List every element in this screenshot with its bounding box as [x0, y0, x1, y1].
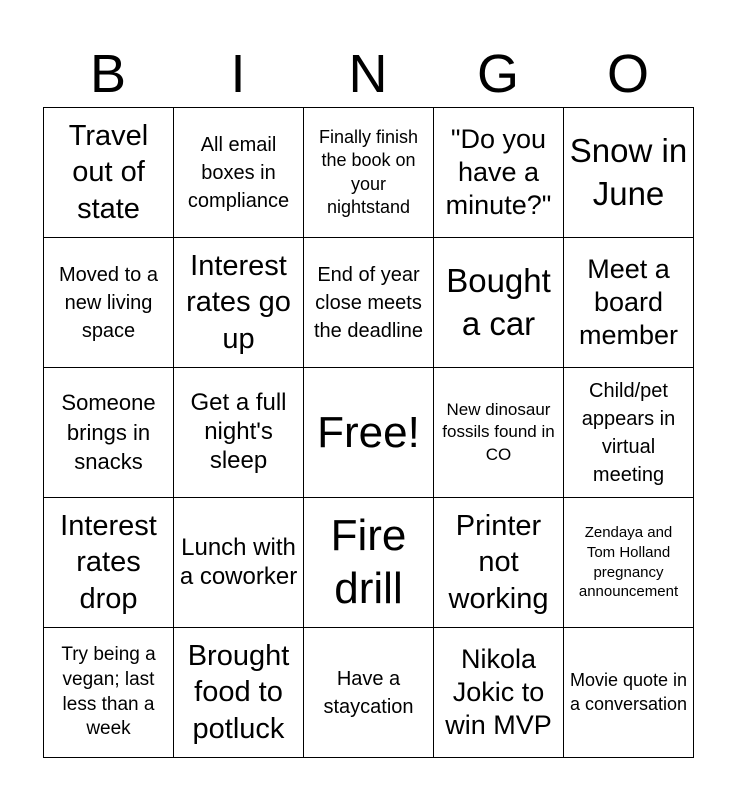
- bingo-cell-r1-c5[interactable]: Snow in June: [564, 108, 694, 238]
- header-letter-i: I: [230, 44, 246, 104]
- bingo-cell-r1-c3[interactable]: Finally finish the book on your nightstand: [304, 108, 434, 238]
- bingo-cell-r1-c1[interactable]: Travel out of state: [44, 108, 174, 238]
- bingo-cell-r2-c5[interactable]: Meet a board member: [564, 238, 694, 368]
- bingo-cell-r4-c4[interactable]: Printer not working: [434, 498, 564, 628]
- bingo-cell-r2-c3[interactable]: End of year close meets the deadline: [304, 238, 434, 368]
- header-letter-o: O: [606, 44, 649, 104]
- bingo-cell-r3-c4[interactable]: New dinosaur fossils found in CO: [434, 368, 564, 498]
- bingo-cell-r5-c2[interactable]: Brought food to potluck: [174, 628, 304, 758]
- bingo-cell-r3-c1[interactable]: Someone brings in snacks: [44, 368, 174, 498]
- bingo-cell-r5-c5[interactable]: Movie quote in a conversation: [564, 628, 694, 758]
- bingo-cell-r1-c2[interactable]: All email boxes in compliance: [174, 108, 304, 238]
- bingo-cell-r2-c2[interactable]: Interest rates go up: [174, 238, 304, 368]
- bingo-cell-r2-c4[interactable]: Bought a car: [434, 238, 564, 368]
- header-letter-n: N: [348, 44, 388, 104]
- bingo-free-space[interactable]: Free!: [304, 368, 434, 498]
- bingo-cell-r5-c4[interactable]: Nikola Jokic to win MVP: [434, 628, 564, 758]
- bingo-cell-r4-c3[interactable]: Fire drill: [304, 498, 434, 628]
- bingo-cell-r5-c3[interactable]: Have a staycation: [304, 628, 434, 758]
- header-letter-b: B: [89, 44, 127, 104]
- bingo-board: [43, 107, 694, 758]
- bingo-cell-r3-c5[interactable]: Child/pet appears in virtual meeting: [564, 368, 694, 498]
- bingo-cell-r2-c1[interactable]: Moved to a new living space: [44, 238, 174, 368]
- bingo-cell-r4-c1[interactable]: Interest rates drop: [44, 498, 174, 628]
- bingo-cell-r4-c5[interactable]: Zendaya and Tom Holland pregnancy announcement: [564, 498, 694, 628]
- bingo-cell-r4-c2[interactable]: Lunch with a coworker: [174, 498, 304, 628]
- header-letter-g: G: [476, 44, 519, 104]
- bingo-cell-r1-c4[interactable]: "Do you have a minute?": [434, 108, 564, 238]
- bingo-header: [43, 40, 693, 108]
- bingo-cell-r3-c2[interactable]: Get a full night's sleep: [174, 368, 304, 498]
- bingo-cell-r5-c1[interactable]: Try being a vegan; last less than a week: [44, 628, 174, 758]
